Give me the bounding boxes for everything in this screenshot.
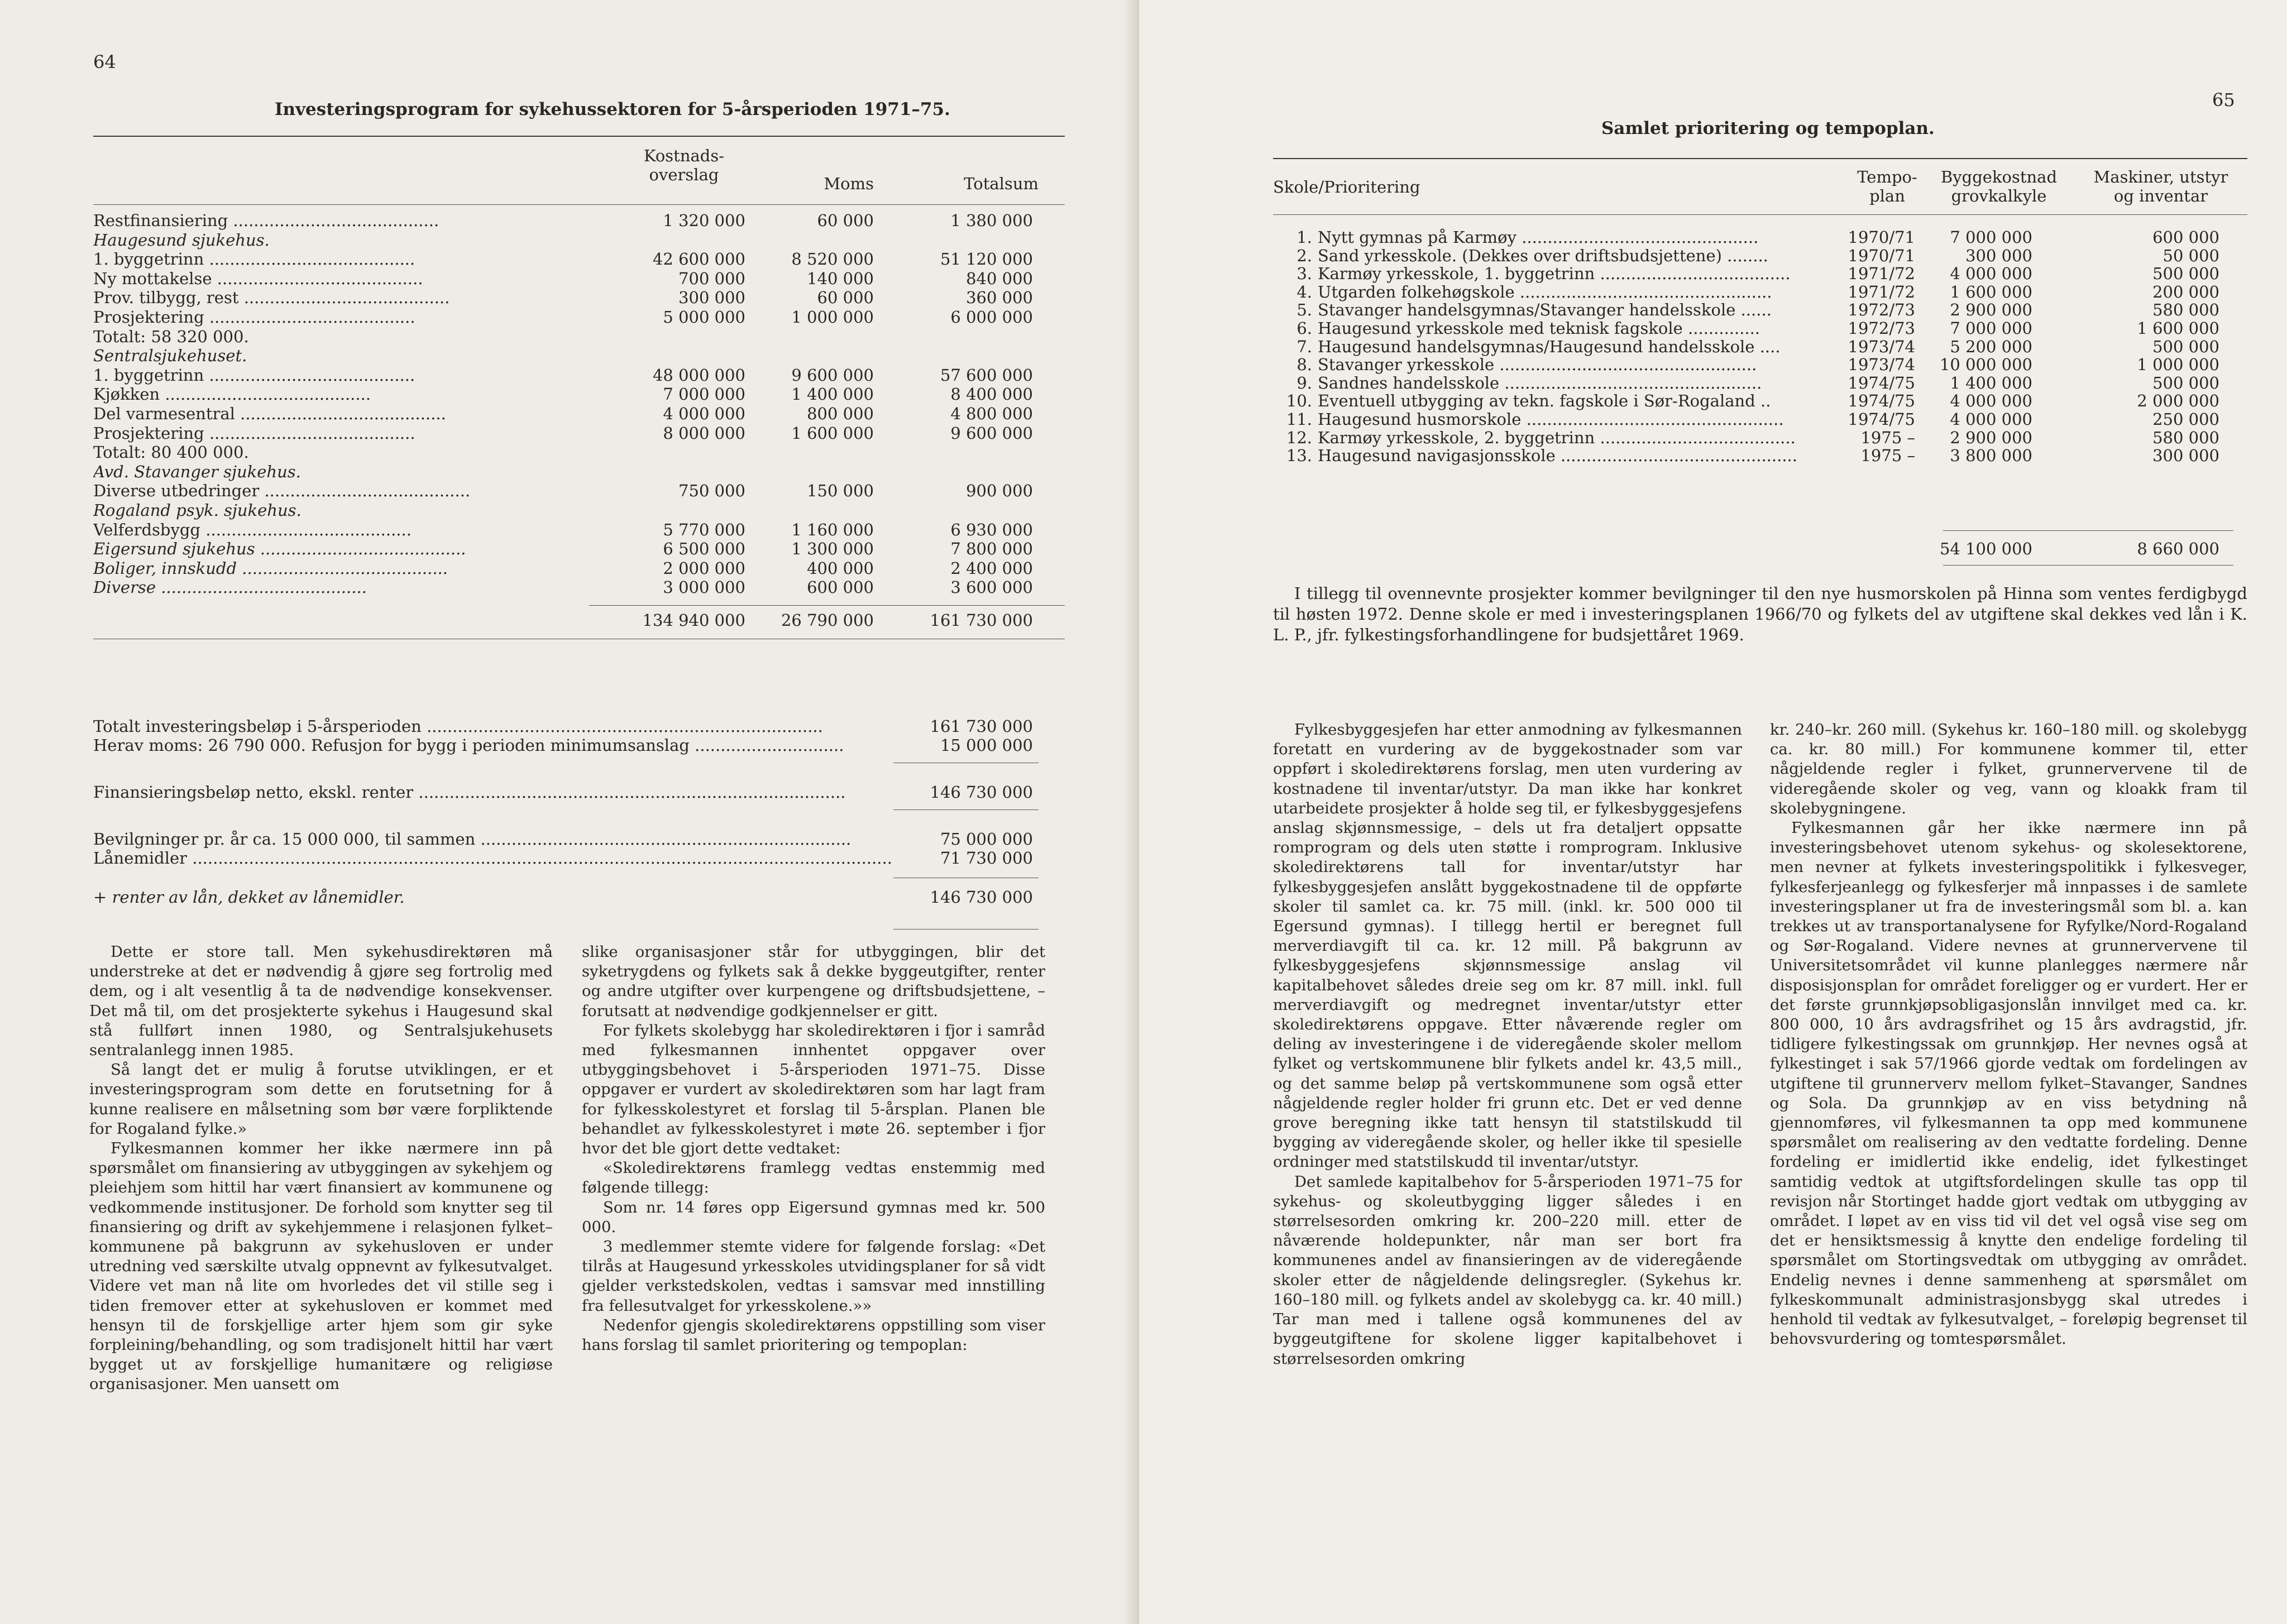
row-label: Restfinansiering ........................................ <box>93 211 439 230</box>
row-kostnad: 5 000 000 <box>663 308 745 327</box>
row-label: Eventuell utbygging av tekn. fagskole i Sør-Rogaland .. <box>1318 391 1771 411</box>
row-kostnad: 6 500 000 <box>663 539 745 559</box>
total-moms: 26 790 000 <box>781 611 874 630</box>
row-total: 840 000 <box>966 269 1033 288</box>
summary-row <box>93 830 1065 849</box>
row-total: 51 120 000 <box>940 250 1033 269</box>
table-row <box>93 366 1065 385</box>
right-page <box>1139 0 2287 1624</box>
row-number: 12. <box>1286 428 1312 447</box>
row-total: 2 400 000 <box>950 558 1033 578</box>
row-label: Rogaland psyk. sjukehus. <box>93 501 302 520</box>
row-label: Nytt gymnas på Karmøy .............................................. <box>1318 228 1759 247</box>
row-moms: 1 600 000 <box>791 423 874 443</box>
sum-rule <box>1943 530 2233 531</box>
row-byggekostnad: 7 000 000 <box>1950 228 2032 247</box>
row-label: Haugesund yrkesskole med teknisk fagskole .............. <box>1318 319 1760 338</box>
row-kostnad: 5 770 000 <box>663 520 745 539</box>
row-maskiner: 250 000 <box>2152 410 2219 429</box>
header-rule <box>1273 214 2247 215</box>
summary-row <box>93 736 1065 755</box>
row-moms: 1 000 000 <box>791 308 874 327</box>
row-tempo: 1974/75 <box>1848 410 1915 429</box>
row-label: Sentralsjukehuset. <box>93 346 247 366</box>
row-maskiner: 500 000 <box>2152 264 2219 284</box>
row-number: 10. <box>1286 391 1312 411</box>
priority-row <box>1273 428 2247 447</box>
row-maskiner: 200 000 <box>2152 282 2219 301</box>
row-byggekostnad: 2 900 000 <box>1950 300 2032 320</box>
row-tempo: 1973/74 <box>1848 337 1915 356</box>
paragraph: Dette er store tall. Men sykehusdirektøren må understreke at det er nødvendig å gjøre seg fortrolig med dem, og i alt vesentlig å ta de nødvendige konsekvenser. Det må til, om det prosjekterte sykehus i Haugesund skal stå fullført innen 1980, og Sentralsjukehusets sentralanlegg innen 1985. <box>89 943 553 1060</box>
table-row <box>93 269 1065 288</box>
row-tempo: 1972/73 <box>1848 300 1915 320</box>
summary-row <box>93 849 1065 868</box>
priority-row <box>1273 282 2247 301</box>
row-label: Prosjektering ........................................ <box>93 308 415 327</box>
row-moms: 1 400 000 <box>791 385 874 404</box>
row-label: Avd. Stavanger sjukehus. <box>93 462 301 481</box>
row-number: 9. <box>1296 373 1312 392</box>
total-byggekostnad: 54 100 000 <box>1939 539 2032 558</box>
row-kostnad: 750 000 <box>678 481 745 501</box>
row-moms: 600 000 <box>807 578 874 597</box>
table-row <box>93 327 1065 346</box>
paragraph: Fylkesmannen går her ikke nærmere inn på investeringsbehovet utenom sykehus- og skolesektorene, men nevner at fylkets investeringspolitikk i fylkesveger, fylkesferjeanlegg og fylkesferjer må innpasses i de samlete investeringsplaner ut fra de investeringsmål som bl. a. kan trekkes ut av transportanalysene for Ryfylke/Nord-Rogaland og Sør-Rogaland. Videre nevnes at grunnervervene til Universitetsområdet vil kunne planlegges nærmere når disposisjonsplan for området foreligger og er vurdert. Her er det første grunnkjøpsobligasjonslån innvilget med ca. kr. 800 000, 10 års avdragsfrihet og 15 års avdragstid, jfr. tidligere fylkestingssak om grunnkjøp. Her nevnes også at fylkestinget i sak 57/1966 gjorde vedtak om fordelingen av utgiftene til grunnerverv mellom fylket–Stavanger, Sandnes og Sola. Da grunnkjøp av en viss betydning nå gjennomføres, vil fylkesmannen ta opp med kommunene spørsmålet om realisering av den vedtatte fordeling. Denne fordeling er imidlertid ikke endelig, idet fylkestinget samtidig vedtok at utgiftsfordelingen skulle tas opp til revisjon når Stortinget hadde gjort vedtak om utbygging av området. I løpet av en viss tid vil det vel også vise seg om det er hensiktsmessig å knytte den endelige fordeling til spørsmålet om Stortingsvedtak om utbygging av området. Endelig nevnes i denne sammenheng at spørsmålet om fylkeskommunalt administrasjonsbygg skal utredes i henhold til vedtak av fylkesutvalget, – foreløpig begrenset til behovsvurdering og tomtespørsmålet. <box>1770 819 2247 1348</box>
row-moms: 400 000 <box>807 558 874 578</box>
row-label: Boliger, innskudd ........................................ <box>93 558 448 578</box>
row-moms: 1 160 000 <box>791 520 874 539</box>
priority-row <box>1273 446 2247 465</box>
row-kostnad: 300 000 <box>678 288 745 308</box>
table-row <box>93 250 1065 269</box>
row-kostnad: 1 320 000 <box>663 211 745 230</box>
priority-row <box>1273 355 2247 374</box>
row-label: Velferdsbygg ........................................ <box>93 520 412 539</box>
table-top-rule <box>93 136 1065 137</box>
row-moms: 60 000 <box>817 211 874 230</box>
row-moms: 150 000 <box>807 481 874 501</box>
priority-row <box>1273 246 2247 265</box>
sum-rule <box>589 605 1065 606</box>
row-byggekostnad: 3 800 000 <box>1950 446 2032 466</box>
row-moms: 8 520 000 <box>791 250 874 269</box>
table-row <box>93 462 1065 481</box>
row-number: 4. <box>1296 282 1312 301</box>
row-total: 8 400 000 <box>950 385 1033 404</box>
row-total: 7 800 000 <box>950 539 1033 559</box>
row-number: 13. <box>1286 446 1312 466</box>
row-total: 900 000 <box>966 481 1033 501</box>
header-skole: Skole/Prioritering <box>1273 178 1420 197</box>
table-row <box>93 308 1065 327</box>
priority-row <box>1273 410 2247 429</box>
row-label: Kjøkken ........................................ <box>93 385 371 404</box>
row-label: Utgarden folkehøgskole ................................................. <box>1318 282 1772 301</box>
row-kostnad: 2 000 000 <box>663 558 745 578</box>
paragraph: Det samlede kapitalbehov for 5-årsperioden 1971–75 for sykehus- og skoleutbygging ligger således i en størrelsesorden omkring kr. 200–220 mill. etter de nåværende holdepunkter, når man ser bort fra kommunenes andel av finansieringen av de videregående skoler etter de någjeldende delingsregler. (Sykehus kr. 160–180 mill. og fylkets andel av skolebygg ca. kr. 40 mill.) Tar man med i tallene også kommunenes del av byggeutgiftene for skolene ligger kapitalbehovet i størrelsesorden omkring <box>1273 1172 1742 1368</box>
row-byggekostnad: 4 000 000 <box>1950 391 2032 411</box>
row-tempo: 1974/75 <box>1848 391 1915 411</box>
row-label: Karmøy yrkesskole, 1. byggetrinn ..................................... <box>1318 264 1791 284</box>
paragraph: 3 medlemmer stemte videre for følgende forslag: «Det tilrås at Haugesund yrkesskoles utvidingsplaner for så vidt gjelder verkstedskolen, vedtas i samsvar med innstilling fra fellesutvalget for yrkesskolene.»» <box>582 1238 1045 1315</box>
row-moms: 60 000 <box>817 288 874 308</box>
table-row <box>93 520 1065 539</box>
summary-row <box>93 717 1065 736</box>
row-number: 7. <box>1296 337 1312 356</box>
summary-value: 71 730 000 <box>940 849 1033 868</box>
row-moms: 9 600 000 <box>791 365 874 385</box>
row-label: Prosjektering ........................................ <box>93 423 415 443</box>
row-tempo: 1972/73 <box>1848 319 1915 338</box>
row-label: Diverse utbedringer ........................................ <box>93 481 471 501</box>
row-label: Totalt: 80 400 000. <box>93 443 249 462</box>
row-tempo: 1971/72 <box>1848 282 1915 301</box>
paragraph: For fylkets skolebygg har skoledirektøren i fjor i samråd med fylkesmannen innhentet oppgaver over utbyggingsbehovet i 5-årsperioden 1971–75. Disse oppgaver er vurdert av skoledirektøren som har lagt fram for fylkesskolestyret et forslag til 5-årsplan. Planen ble behandlet av fylkesskolestyret i møte 26. september i fjor hvor det ble gjort dette vedtaket: <box>582 1021 1045 1158</box>
row-number: 3. <box>1296 264 1312 284</box>
table-row <box>93 443 1065 462</box>
row-label: Stavanger yrkesskole .................................................. <box>1318 355 1757 375</box>
total-maskiner: 8 660 000 <box>2137 539 2219 558</box>
row-byggekostnad: 1 600 000 <box>1950 282 2032 301</box>
summary-label: Finansieringsbeløp netto, ekskl. renter ................................................................................... <box>93 783 846 802</box>
priority-row <box>1273 264 2247 283</box>
row-maskiner: 580 000 <box>2152 300 2219 320</box>
row-number: 2. <box>1296 246 1312 265</box>
header-totalsum: Totalsum <box>964 174 1039 193</box>
row-maskiner: 500 000 <box>2152 337 2219 356</box>
row-label: Haugesund sjukehus. <box>93 230 270 250</box>
paragraph: slike organisasjoner står for utbyggingen, blir det syketrygdens og fylkets sak å dekke byggeutgifter, renter og andre utgifter over kurpengene og driftsbudsjettene, – forutsatt at nødvendige godkjennelser er gitt. <box>582 943 1045 1020</box>
table-row <box>93 578 1065 597</box>
row-tempo: 1974/75 <box>1848 373 1915 392</box>
row-label: Haugesund navigasjonsskole .............................................. <box>1318 446 1797 466</box>
row-label: Diverse ........................................ <box>93 578 367 597</box>
summary-rule <box>893 809 1039 810</box>
paragraph: kr. 240–kr. 260 mill. (Sykehus kr. 160–180 mill. og skolebygg ca. kr. 80 mill.) For kommunene kommer til, etter någjeldende regler i fylket, grunnervervene til de videregående skoler og veg, vann og kloakk fram til skolebygningene. <box>1770 721 2247 817</box>
summary-value: 161 730 000 <box>930 717 1033 736</box>
row-total: 6 930 000 <box>950 520 1033 539</box>
left-table-title: Investeringsprogram for sykehussektoren for 5-årsperioden 1971–75. <box>275 99 950 119</box>
paragraph: Som nr. 14 føres opp Eigersund gymnas med kr. 500 000. <box>582 1198 1045 1236</box>
row-label: Del varmesentral ........................................ <box>93 404 446 423</box>
row-moms: 800 000 <box>807 404 874 423</box>
row-label: Karmøy yrkesskole, 2. byggetrinn ...................................... <box>1318 428 1796 447</box>
summary-value: 15 000 000 <box>940 736 1033 755</box>
row-maskiner: 1 600 000 <box>2137 319 2219 338</box>
priority-row <box>1273 373 2247 392</box>
row-byggekostnad: 5 200 000 <box>1950 337 2032 356</box>
totals-row <box>1273 539 2247 558</box>
row-kostnad: 8 000 000 <box>663 423 745 443</box>
table-row <box>93 231 1065 250</box>
header-kostnadsoverslag: Kostnads- overslag <box>643 146 725 184</box>
row-label: Eigersund sjukehus ........................................ <box>93 539 466 559</box>
left-text-column-1 <box>89 942 553 1395</box>
right-text-column-1 <box>1273 720 1742 1369</box>
row-maskiner: 1 000 000 <box>2137 355 2219 375</box>
paragraph: Så langt det er mulig å forutse utviklingen, er et investeringsprogram som dette en forutsetning for å kunne realisere en målsetning som bør være forpliktende for Rogaland fylke.» <box>89 1061 553 1138</box>
totals-rule <box>1943 565 2233 566</box>
row-total: 3 600 000 <box>950 578 1033 597</box>
row-tempo: 1971/72 <box>1848 264 1915 284</box>
total-total: 161 730 000 <box>930 611 1033 630</box>
summary-label: Lånemidler ........................................................................................................................................ <box>93 849 892 868</box>
row-tempo: 1973/74 <box>1848 355 1915 375</box>
table-row <box>93 501 1065 520</box>
summary-label: + renter av lån, dekket av lånemidler. <box>93 888 405 907</box>
row-maskiner: 300 000 <box>2152 446 2219 466</box>
right-text-column-2 <box>1770 720 2247 1349</box>
priority-row <box>1273 391 2247 410</box>
row-number: 5. <box>1296 300 1312 320</box>
table-row <box>93 346 1065 365</box>
header-maskiner: Maskiner, utstyr og inventar <box>2093 167 2228 205</box>
row-moms: 1 300 000 <box>791 539 874 559</box>
row-byggekostnad: 4 000 000 <box>1950 410 2032 429</box>
row-kostnad: 3 000 000 <box>663 578 745 597</box>
row-total: 9 600 000 <box>950 423 1033 443</box>
summary-row <box>93 783 1065 802</box>
right-note: I tillegg til ovennevnte prosjekter kommer bevilgninger til den nye husmorskolen på Hinna som ventes ferdigbygd til høsten 1972. Denne skole er med i investeringsplanen 1966/70 og fylkets del av utgiftene skal dekkes ved lån i K. L. P., jfr. fylkestingsforhandlingene for budsjettåret 1969. <box>1273 584 2247 644</box>
summary-label: Totalt investeringsbeløp i 5-årsperioden ............................................................................. <box>93 717 823 736</box>
priority-row <box>1273 228 2247 247</box>
row-label: Sand yrkesskole. (Dekkes over driftsbudsjettene) ........ <box>1318 246 1768 265</box>
row-label: Haugesund handelsgymnas/Haugesund handelsskole .... <box>1318 337 1781 356</box>
total-kostnad: 134 940 000 <box>642 611 745 630</box>
summary-row <box>93 888 1065 907</box>
row-number: 6. <box>1296 319 1312 338</box>
paragraph: Fylkesmannen kommer her ikke nærmere inn på spørsmålet om finansiering av utbyggingen av sykehjem og pleiehjem som hittil har vært finansiert av kommunene og vedkommende institusjoner. De forhold som knytter seg til finansiering og drift av sykehjemmene i relasjonen fylket–kommunene på bakgrunn av sykehusloven er under utredning ved særskilte utvalg oppnevnt av fylkesutvalget. Videre vet man nå lite om hvorledes det vil stille seg i tiden fremover etter at sykehusloven er kommet med hensyn til de forskjellige arter hjem som gir syke forpleining/behandling, og som tradisjonelt hittil har vært bygget ut av forskjellige humanitære og religiøse organisasjoner. Men uansett om <box>89 1139 553 1393</box>
page-number-left: 64 <box>93 51 116 73</box>
left-page <box>0 0 1139 1624</box>
row-total: 4 800 000 <box>950 404 1033 423</box>
table-row <box>93 424 1065 443</box>
right-table-top-rule <box>1273 158 2247 159</box>
table-row <box>93 481 1065 500</box>
totals-row <box>93 611 1065 630</box>
row-byggekostnad: 4 000 000 <box>1950 264 2032 284</box>
summary-value: 146 730 000 <box>930 888 1033 907</box>
row-kostnad: 4 000 000 <box>663 404 745 423</box>
row-maskiner: 2 000 000 <box>2137 391 2219 411</box>
summary-value: 146 730 000 <box>930 783 1033 802</box>
row-total: 1 380 000 <box>950 211 1033 230</box>
summary-label: Herav moms: 26 790 000. Refusjon for bygg i perioden minimumsanslag ............................. <box>93 736 844 755</box>
row-tempo: 1970/71 <box>1848 246 1915 265</box>
row-byggekostnad: 1 400 000 <box>1950 373 2032 392</box>
row-maskiner: 500 000 <box>2152 373 2219 392</box>
table-row <box>93 385 1065 404</box>
summary-label: Bevilgninger pr. år ca. 15 000 000, til sammen ........................................................................ <box>93 830 851 849</box>
row-label: 1. byggetrinn ........................................ <box>93 365 415 385</box>
row-label: Haugesund husmorskole .................................................. <box>1318 410 1784 429</box>
header-rule <box>93 204 1065 205</box>
row-kostnad: 42 600 000 <box>652 250 745 269</box>
header-moms: Moms <box>824 174 874 193</box>
row-moms: 140 000 <box>807 269 874 288</box>
summary-value: 75 000 000 <box>940 830 1033 849</box>
row-total: 6 000 000 <box>950 308 1033 327</box>
row-tempo: 1970/71 <box>1848 228 1915 247</box>
page-number-right: 65 <box>2212 89 2235 111</box>
row-total: 57 600 000 <box>940 365 1033 385</box>
row-byggekostnad: 7 000 000 <box>1950 319 2032 338</box>
table-row <box>93 539 1065 558</box>
priority-row <box>1273 300 2247 319</box>
row-number: 1. <box>1296 228 1312 247</box>
table-row <box>93 211 1065 230</box>
row-tempo: 1975 – <box>1860 446 1915 466</box>
left-text-column-2 <box>582 942 1045 1355</box>
row-kostnad: 48 000 000 <box>652 365 745 385</box>
row-label: Prov. tilbygg, rest ........................................ <box>93 288 450 308</box>
row-byggekostnad: 10 000 000 <box>1939 355 2032 375</box>
row-kostnad: 700 000 <box>678 269 745 288</box>
row-label: Ny mottakelse ........................................ <box>93 269 423 288</box>
right-table-title: Samlet prioritering og tempoplan. <box>1601 118 1935 138</box>
row-byggekostnad: 2 900 000 <box>1950 428 2032 447</box>
row-label: Sandnes handelsskole .................................................. <box>1318 373 1762 392</box>
row-label: Stavanger handelsgymnas/Stavanger handelsskole ...... <box>1318 300 1772 320</box>
table-row <box>93 288 1065 307</box>
row-maskiner: 600 000 <box>2152 228 2219 247</box>
row-kostnad: 7 000 000 <box>663 385 745 404</box>
row-tempo: 1975 – <box>1860 428 1915 447</box>
priority-row <box>1273 337 2247 356</box>
row-byggekostnad: 300 000 <box>1965 246 2032 265</box>
row-label: Totalt: 58 320 000. <box>93 327 249 346</box>
row-number: 8. <box>1296 355 1312 375</box>
row-number: 11. <box>1286 410 1312 429</box>
table-row <box>93 559 1065 578</box>
summary-rule <box>893 929 1039 930</box>
row-total: 360 000 <box>966 288 1033 308</box>
header-bygg: Byggekostnad grovkalkyle <box>1940 167 2058 205</box>
row-maskiner: 50 000 <box>2162 246 2219 265</box>
header-tempo: Tempo- plan <box>1857 167 1917 205</box>
table-row <box>93 404 1065 423</box>
row-maskiner: 580 000 <box>2152 428 2219 447</box>
paragraph: Nedenfor gjengis skoledirektørens oppstilling som viser hans forslag til samlet prioritering og tempoplan: <box>582 1316 1045 1354</box>
paragraph: Fylkesbyggesjefen har etter anmodning av fylkesmannen foretatt en vurdering av de byggekostnader som var oppført i skoledirektørens forslag, men uten vurdering av kostnadene til inventar/utstyr. Da man ikke har konkret utarbeidete prosjekter å holde seg til, er fylkesbyggesjefens anslag skjønnsmessige, – dels ut fra detaljert oppsatte romprogram og dels uten støtte i romprogram. Inklusive skoledirektørens tall for inventar/utstyr har fylkesbyggesjefen anslått byggekostnadene til de oppførte skoler til samlet ca. kr. 75 mill. (inkl. kr. 500 000 til Egersund gymnas). I tillegg hertil er beregnet full merverdiavgift til ca. kr. 12 mill. På bakgrunn av fylkesbyggesjefens skjønnsmessige anslag vil kapitalbehovet således dreie seg om kr. 87 mill. inkl. full merverdiavgift og medregnet inventar/utstyr etter skoledirektørens oppgave. Etter nåværende regler om deling av investeringene i de videregående skoler mellom fylket og vertskommunene blir fylkets andel kr. 43,5 mill., og det samme beløp på vertskommunene som også etter någjeldende regler holder fri grunn etc. Det er ved denne grove beregning ikke tatt hensyn til statstilskudd til bygging av videregående skoler, og heller ikke til spesielle ordninger med statstilskudd til inventar/utstyr. <box>1273 721 1742 1171</box>
priority-row <box>1273 319 2247 338</box>
row-label: 1. byggetrinn ........................................ <box>93 250 415 269</box>
paragraph: «Skoledirektørens framlegg vedtas enstemmig med følgende tillegg: <box>582 1159 1045 1197</box>
